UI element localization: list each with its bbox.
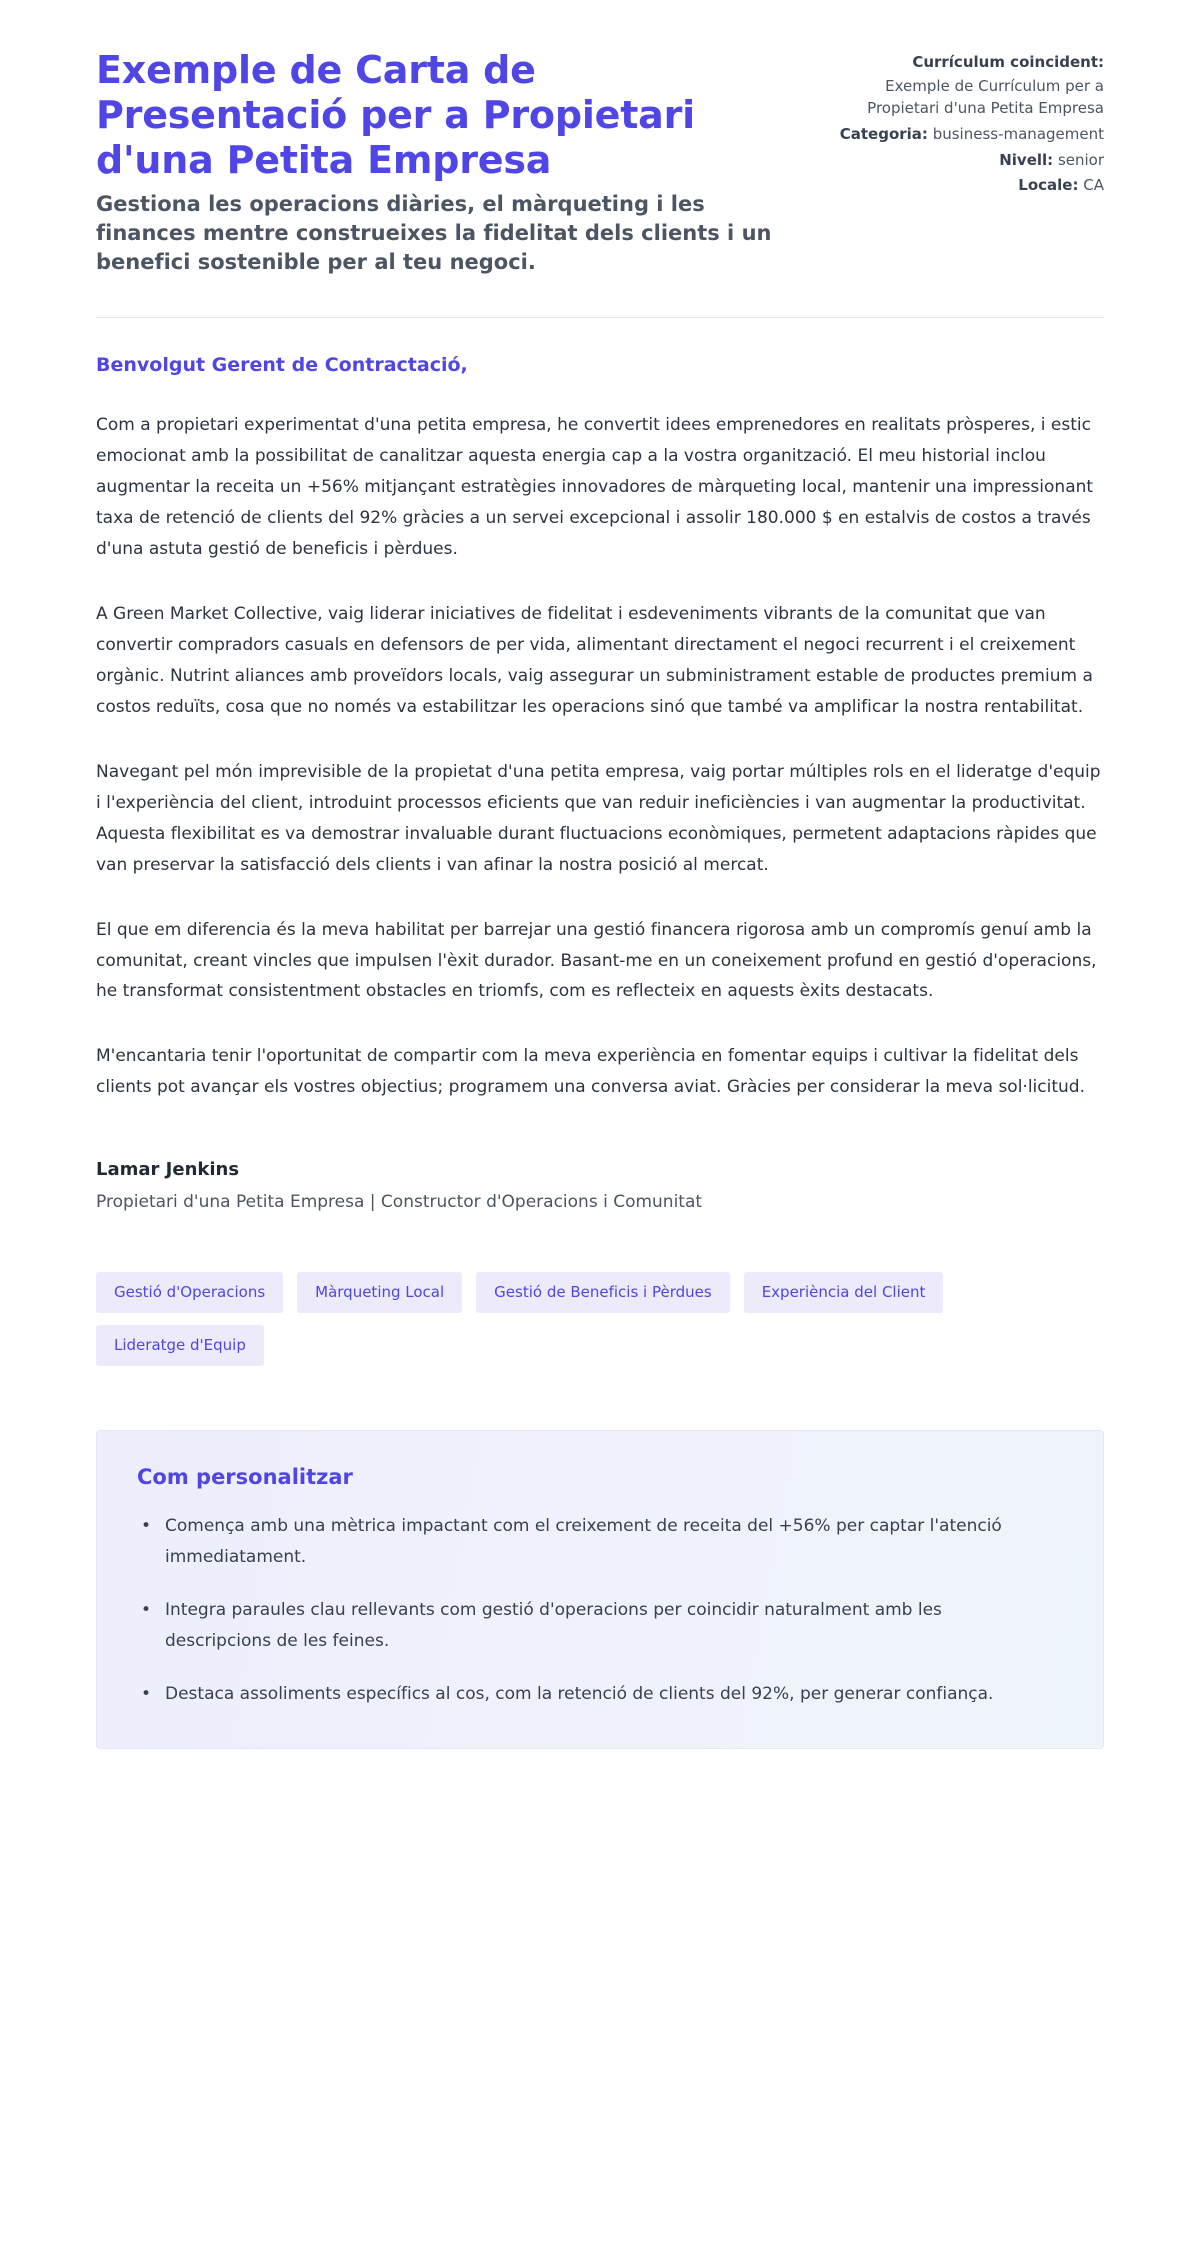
letter-paragraph: Navegant pel món imprevisible de la propietat d'una petita empresa, vaig portar múltiples rols en el lideratge d'equip i l'experiència del client, introduint processos eficients que van reduir ineficiències i van augmentar la productivitat. Aquesta flexibilitat es va demostrar invaluable durant fluctuacions econòmiques, permetent adaptacions ràpides que van preservar la satisfacció dels clients i van afinar la nostra posició al mercat. (96, 761, 1101, 875)
callout-tip-item: • Comença amb una mètrica impactant com el creixement de receita del +56% per captar l'atenció immediatament. (137, 1511, 1017, 1573)
matching-resume-block (836, 52, 1104, 74)
page-header (96, 48, 1104, 277)
letter-paragraph: M'encantaria tenir l'oportunitat de compartir com la meva experiència en fomentar equips i cultivar la fidelitat dels clients pot avançar els vostres objectius; programem una conversa aviat. Gràcies per considerar la meva sol·licitud. (96, 1046, 1085, 1098)
signature-role: Propietari d'una Petita Empresa | Constructor d'Operacions i Comunitat (96, 1192, 703, 1213)
locale-label: Locale: (1018, 176, 1079, 195)
callout-title: Com personalitzar (137, 1465, 353, 1490)
category-label: Categoria: (839, 124, 928, 143)
letter-paragraph: Com a propietari experimentat d'una petita empresa, he convertit idees emprenedores en realitats pròsperes, i estic emocionat amb la possibilitat de canalitzar aquesta energia cap a la vostra organització. El meu historial inclou augmentar la receita un +56% mitjançant estratègies innovadores de màrqueting local, mantenir una impressionant taxa de retenció de clients del 92% gràcies a un servei excepcional i assolir 180.000 $ en estalvis de costos a través d'una astuta gestió de beneficis i pèrdues. (96, 415, 1094, 560)
metadata-panel (836, 48, 1104, 197)
skill-tag-list (96, 1272, 1036, 1366)
matching-resume-value: Exemple de Currículum per a Propietari d'una Petita Empresa (867, 76, 1104, 117)
skill-tag[interactable]: Màrqueting Local (297, 1272, 462, 1313)
letter-paragraph: A Green Market Collective, vaig liderar iniciatives de fidelitat i esdeveniments vibrants de la comunitat que van convertir compradors casuals en defensors de per vida, alimentant directament el negoci recurrent i el creixement orgànic. Nutrint aliances amb proveïdors locals, vaig assegurar un subministrament estable de productes premium a costos reduïts, cosa que no només va estabilitzar les operacions sinó que també va amplificar la nostra rentabilitat. (96, 604, 1093, 717)
signature-name: Lamar Jenkins (96, 1159, 240, 1181)
callout-tip-item: • Destaca assoliments específics al cos, com la retenció de clients del 92%, per generar confiança. (137, 1679, 1017, 1710)
level-label: Nivell: (999, 150, 1054, 169)
skill-tag[interactable]: Gestió de Beneficis i Pèrdues (476, 1272, 730, 1313)
salutation: Benvolgut Gerent de Contractació, (96, 354, 468, 377)
customization-callout (96, 1430, 1104, 1749)
callout-tip-list (137, 1511, 1063, 1710)
letter-paragraph: El que em diferencia és la meva habilitat per barrejar una gestió financera rigorosa amb un compromís genuí amb la comunitat, creant vincles que impulsen l'èxit durador. Basant-me en un coneixement profund en gestió d'operacions, he transformat consistentment obstacles en triomfs, com es reflecteix en aquests èxits destacats. (96, 919, 1097, 1002)
category-value: business-management (932, 124, 1104, 143)
skill-tag[interactable]: Experiència del Client (744, 1272, 944, 1313)
level-block (836, 150, 1104, 172)
level-value: senior (1057, 150, 1104, 169)
category-block (836, 124, 1104, 146)
page-title: Exemple de Carta de Presentació per a Propietari d'una Petita Empresa (96, 48, 695, 182)
page-subtitle: Gestiona les operacions diàries, el màrqueting i les finances mentre construeixes la fidelitat dels clients i un benefici sostenible per al teu negoci. (96, 192, 772, 275)
signature-block (96, 1159, 1104, 1212)
letter-body (96, 318, 1104, 1103)
matching-resume-value-block (836, 76, 1104, 120)
skill-tag[interactable]: Gestió d'Operacions (96, 1272, 283, 1313)
callout-tip-item: • Integra paraules clau rellevants com gestió d'operacions per coincidir naturalment amb les descripcions de les feines. (137, 1595, 1017, 1657)
matching-resume-label: Currículum coincident: (912, 53, 1104, 71)
locale-value: CA (1083, 176, 1104, 195)
header-title-group (96, 48, 796, 277)
skill-tag[interactable]: Lideratge d'Equip (96, 1325, 264, 1366)
locale-block (836, 175, 1104, 197)
